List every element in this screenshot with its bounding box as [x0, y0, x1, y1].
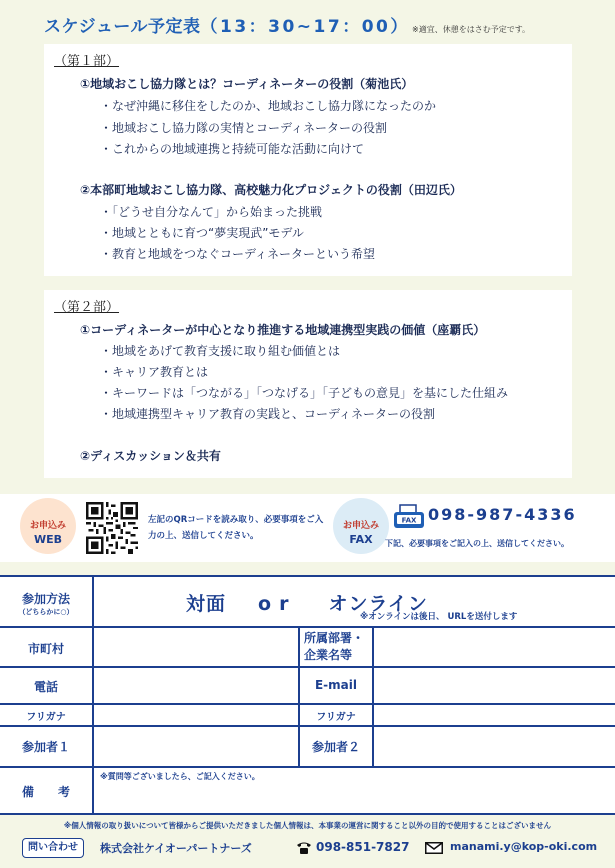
participant1-field[interactable] — [94, 727, 298, 766]
dept-field[interactable] — [374, 628, 615, 666]
svg-text:FAX: FAX — [401, 516, 417, 525]
qr-code-icon[interactable] — [86, 502, 138, 554]
contact-button[interactable]: 問い合わせ — [22, 838, 84, 858]
remarks-field[interactable] — [94, 768, 615, 813]
fax-apply-badge-top: お申込み — [342, 521, 379, 531]
fax-apply-badge — [333, 498, 389, 554]
option-in-person[interactable]: 対面 — [186, 593, 227, 615]
application-strip — [0, 494, 615, 562]
web-apply-badge — [20, 498, 76, 554]
part1-item2-point: ・教育と地域をつなぐコーディネーターという希望 — [100, 247, 376, 261]
company-name: 株式会社ケイオーパートナーズ — [100, 842, 252, 855]
part1-item1-point: ・地域おこし協力隊の実情とコーディネーターの役割 — [100, 121, 388, 135]
part2-item1-point: ・キャリア教育とは — [100, 365, 209, 379]
furigana2-label: フリガナ — [316, 712, 356, 723]
part1-box — [44, 44, 572, 276]
phone-number[interactable]: 098-851-7827 — [316, 840, 410, 854]
privacy-notice: ※個人情報の取り扱いについて皆様からご提供いただきました個人情報は、本事業の運営に関すること以外の目的で使用することはございません — [63, 821, 552, 830]
city-field[interactable] — [94, 628, 298, 666]
furigana1-field[interactable] — [94, 705, 298, 725]
remarks-note: ※質問等ございましたら、ご記入ください。 — [100, 772, 260, 781]
method-label — [0, 590, 92, 617]
participant2-label: 参加者２ — [311, 740, 360, 754]
online-note: ※オンラインは後日、 URLを送付します — [360, 612, 518, 622]
part1-heading: （第１部） — [54, 54, 120, 69]
registration-form — [0, 575, 615, 815]
part1-item1-point: ・なぜ沖縄に移住をしたのか、地域おこし協力隊になったのか — [100, 99, 437, 113]
dept-label-line1: 所属部署・ — [304, 631, 365, 645]
phone-label: 電話 — [33, 680, 58, 694]
web-apply-description: 左記のQRコードを読み取り、必要事項をご入力の上、送信してください。 — [148, 515, 324, 541]
web-apply-badge-bottom: WEB — [33, 533, 63, 546]
web-apply-badge-top: お申込み — [29, 521, 66, 531]
part2-item1-title: ①コーディネーターが中心となり推進する地域連携型実践の価値（座覇氏） — [80, 323, 486, 337]
dept-label — [300, 630, 372, 664]
method-label-text: 参加方法 — [21, 592, 70, 606]
part1-item2-point: ・地域とともに育つ“夢実現武”モデル — [100, 226, 304, 240]
fax-number[interactable]: 098-987-4336 — [428, 505, 577, 524]
city-label: 市町村 — [27, 642, 64, 656]
part2-box — [44, 290, 572, 478]
schedule-time: （13：30~17：00） — [200, 17, 410, 37]
mail-icon — [425, 842, 443, 854]
email-address[interactable]: manami.y@kop-oki.com — [450, 840, 598, 853]
option-or: or — [258, 593, 297, 615]
dept-label-line2: 企業名等 — [304, 648, 353, 662]
part1-item2-point: ・「どうせ自分なんて」から始まった挑戦 — [100, 205, 323, 219]
email-label: E-mail — [314, 678, 357, 692]
fax-apply-badge-bottom: FAX — [349, 533, 373, 546]
remarks-label: 備 考 — [21, 785, 70, 799]
furigana2-field[interactable] — [374, 705, 615, 725]
part2-item1-point: ・地域連携型キャリア教育の実践と、コーディネーターの役割 — [100, 407, 436, 421]
part2-item1-point: ・キーワードは「つながる」「つなげる」「子どもの意見」を基にした仕組み — [100, 386, 509, 400]
furigana1-label: フリガナ — [26, 712, 66, 723]
method-label-sub: （どちらかに○） — [18, 608, 74, 616]
part2-item2-title: ②ディスカッション＆共有 — [80, 449, 221, 463]
part1-item1-point: ・これからの地域連携と持続可能な活動に向けて — [100, 142, 365, 156]
part1-item2-title: ②本部町地域おこし協力隊、高校魅力化プロジェクトの役割（田辺氏） — [80, 183, 462, 197]
participant2-field[interactable] — [374, 727, 615, 766]
phone-icon — [296, 841, 312, 855]
fax-machine-icon — [393, 504, 425, 530]
email-field[interactable] — [374, 668, 615, 703]
participant1-label: 参加者１ — [21, 740, 70, 754]
schedule-title-text: スケジュール予定表 — [44, 17, 201, 37]
phone-field[interactable] — [94, 668, 298, 703]
option-online[interactable]: オンライン — [328, 593, 428, 615]
part2-item1-point: ・地域をあげて教育支援に取り組む価値とは — [100, 344, 341, 358]
schedule-title — [44, 12, 410, 37]
part2-heading: （第２部） — [54, 300, 120, 315]
schedule-note: ※適宜、休憩をはさむ予定です。 — [412, 25, 531, 34]
fax-apply-description: 下記、必要事項をご記入の上、送信してください。 — [385, 539, 569, 548]
part1-item1-title: ①地域おこし協力隊とは？コーディネーターの役割（菊池氏） — [80, 77, 414, 91]
